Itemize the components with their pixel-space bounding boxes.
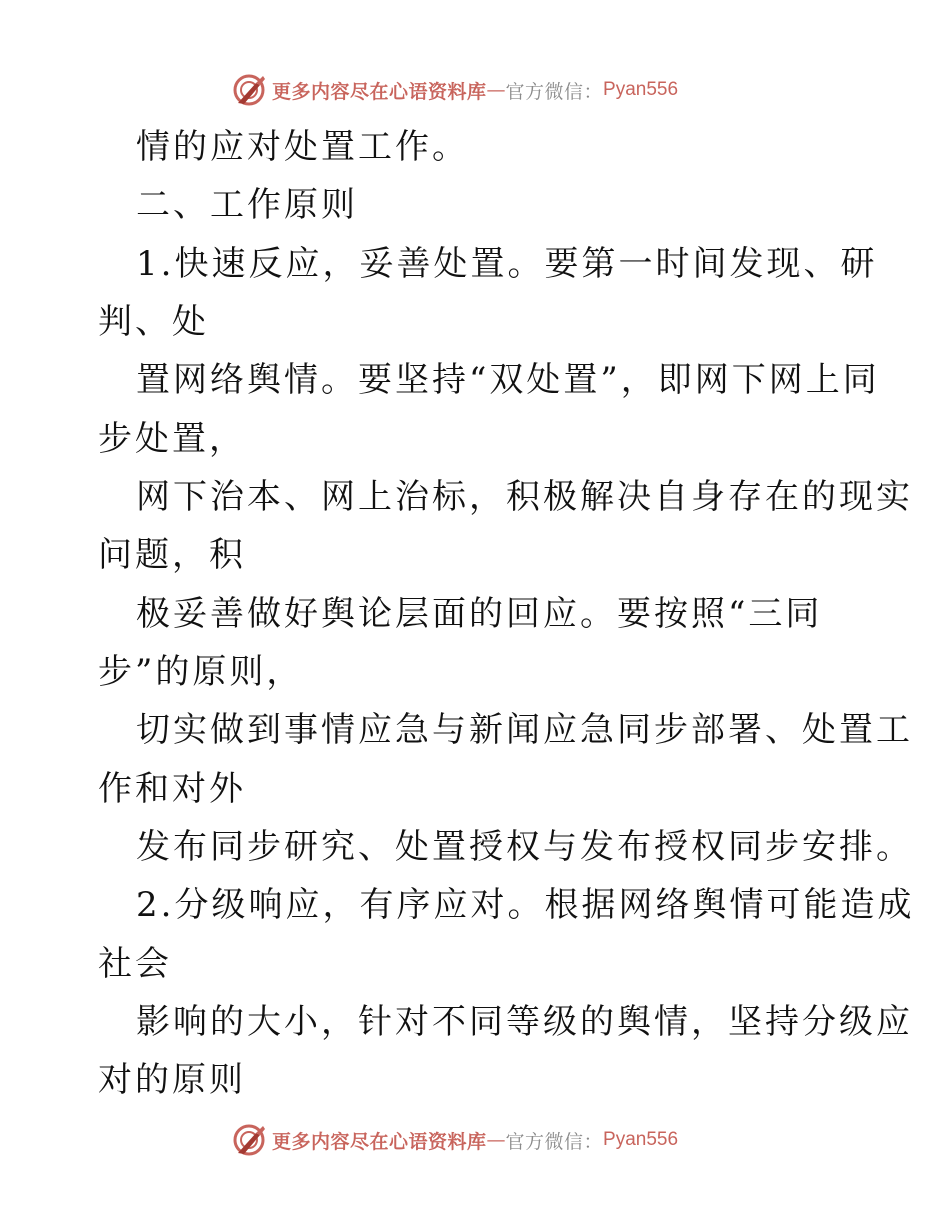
banner-official-label: 官方微信： [505,1130,604,1153]
text-line: 社会 [98,944,172,984]
pen-logo-icon [232,1123,266,1157]
banner-main-text: 更多内容尽在心语资料库 [272,1130,487,1153]
header-banner [232,72,712,108]
text-line: 情的应对处置工作。 [136,127,469,167]
banner-main-text: 更多内容尽在心语资料库 [272,80,487,103]
pen-logo-icon [232,73,266,107]
text-line: 影响的大小，针对不同等级的舆情，坚持分级应 [136,1002,913,1042]
text-line: 2.分级响应，有序应对。根据网络舆情可能造成 [136,885,915,925]
text-line: 步处置， [98,419,246,459]
footer-banner [232,1122,712,1158]
text-line: 极妥善做好舆论层面的回应。要按照“三同 [136,594,823,634]
banner-official-label: 官方微信： [505,80,604,103]
text-line: 步”的原则， [98,652,304,692]
text-line: 发布同步研究、处置授权与发布授权同步安排。 [136,827,913,867]
text-line: 网下治本、网上治标，积极解决自身存在的现实 [136,477,913,517]
text-line: 作和对外 [98,769,246,809]
section-heading: 二、工作原则 [136,185,358,225]
text-line: 判、处 [98,302,209,342]
banner-wechat-id: Pyan556 [603,1129,679,1150]
text-line: 问题，积 [98,535,246,575]
banner-dash: — [486,79,506,101]
text-line: 对的原则 [98,1060,246,1100]
banner-dash: — [486,1129,506,1151]
text-line: 置网络舆情。要坚持“双处置”，即网下网上同 [136,360,880,400]
banner-wechat-id: Pyan556 [603,79,679,100]
text-line: 切实做到事情应急与新闻应急同步部署、处置工 [136,710,913,750]
text-line: 1.快速反应，妥善处置。要第一时间发现、研 [136,244,878,284]
